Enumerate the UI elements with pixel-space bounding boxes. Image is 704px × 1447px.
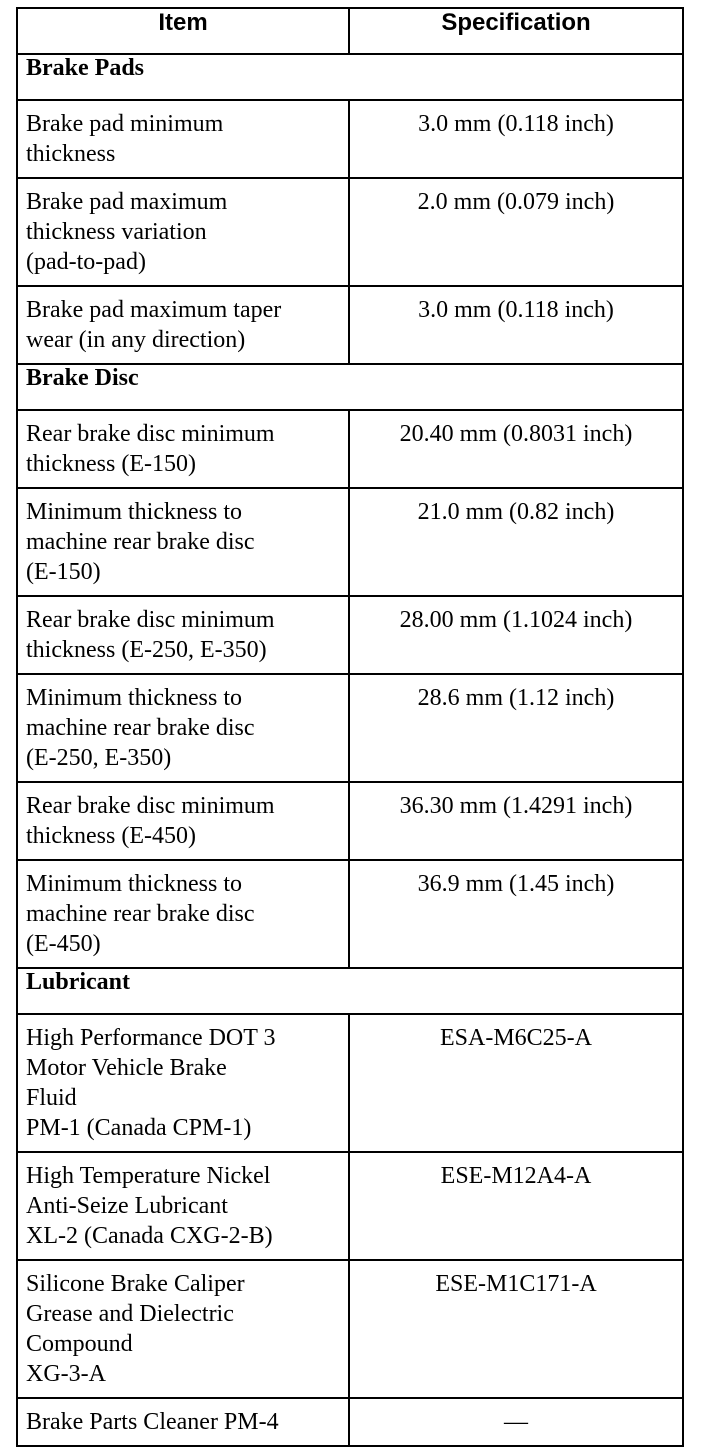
table-row — [17, 782, 683, 860]
table-row — [17, 410, 683, 488]
spec-cell: 2.0 mm (0.079 inch) — [349, 178, 683, 286]
item-cell: Brake Parts Cleaner PM-4 — [17, 1398, 349, 1446]
section-row — [17, 968, 683, 1014]
item-cell: Minimum thickness to machine rear brake disc (E-450) — [17, 860, 349, 968]
spec-cell: 20.40 mm (0.8031 inch) — [349, 410, 683, 488]
item-cell: Brake pad minimum thickness — [17, 100, 349, 178]
table-row — [17, 1152, 683, 1260]
item-cell: Brake pad maximum taper wear (in any direction) — [17, 286, 349, 364]
table-row — [17, 1260, 683, 1398]
specification-table — [16, 7, 684, 1447]
table-row — [17, 1398, 683, 1446]
section-title-lubricant: Lubricant — [17, 968, 683, 1014]
spec-cell: 36.9 mm (1.45 inch) — [349, 860, 683, 968]
item-cell: Minimum thickness to machine rear brake disc (E-150) — [17, 488, 349, 596]
section-row — [17, 54, 683, 100]
spec-cell: ESE-M1C171-A — [349, 1260, 683, 1398]
spec-cell: — — [349, 1398, 683, 1446]
item-cell: Silicone Brake Caliper Grease and Dielectric Compound XG-3-A — [17, 1260, 349, 1398]
table-row — [17, 596, 683, 674]
section-title-brake-pads: Brake Pads — [17, 54, 683, 100]
spec-cell: 28.00 mm (1.1024 inch) — [349, 596, 683, 674]
table-row — [17, 178, 683, 286]
item-column-header: Item — [17, 8, 349, 54]
item-cell: Rear brake disc minimum thickness (E-150) — [17, 410, 349, 488]
table-row — [17, 488, 683, 596]
table-row — [17, 674, 683, 782]
item-cell: Brake pad maximum thickness variation (pad-to-pad) — [17, 178, 349, 286]
item-cell: Rear brake disc minimum thickness (E-250, E-350) — [17, 596, 349, 674]
spec-cell: 36.30 mm (1.4291 inch) — [349, 782, 683, 860]
specification-column-header: Specification — [349, 8, 683, 54]
section-row — [17, 364, 683, 410]
spec-cell: 21.0 mm (0.82 inch) — [349, 488, 683, 596]
item-cell: Minimum thickness to machine rear brake disc (E-250, E-350) — [17, 674, 349, 782]
spec-cell: 3.0 mm (0.118 inch) — [349, 100, 683, 178]
item-cell: Rear brake disc minimum thickness (E-450) — [17, 782, 349, 860]
table-row — [17, 860, 683, 968]
section-title-brake-disc: Brake Disc — [17, 364, 683, 410]
table-row — [17, 286, 683, 364]
table-row — [17, 1014, 683, 1152]
item-cell: High Temperature Nickel Anti-Seize Lubricant XL-2 (Canada CXG-2-B) — [17, 1152, 349, 1260]
item-cell: High Performance DOT 3 Motor Vehicle Brake Fluid PM-1 (Canada CPM-1) — [17, 1014, 349, 1152]
spec-cell: ESA-M6C25-A — [349, 1014, 683, 1152]
spec-cell: ESE-M12A4-A — [349, 1152, 683, 1260]
spec-cell: 3.0 mm (0.118 inch) — [349, 286, 683, 364]
spec-cell: 28.6 mm (1.12 inch) — [349, 674, 683, 782]
table-row — [17, 100, 683, 178]
header-row — [17, 8, 683, 54]
